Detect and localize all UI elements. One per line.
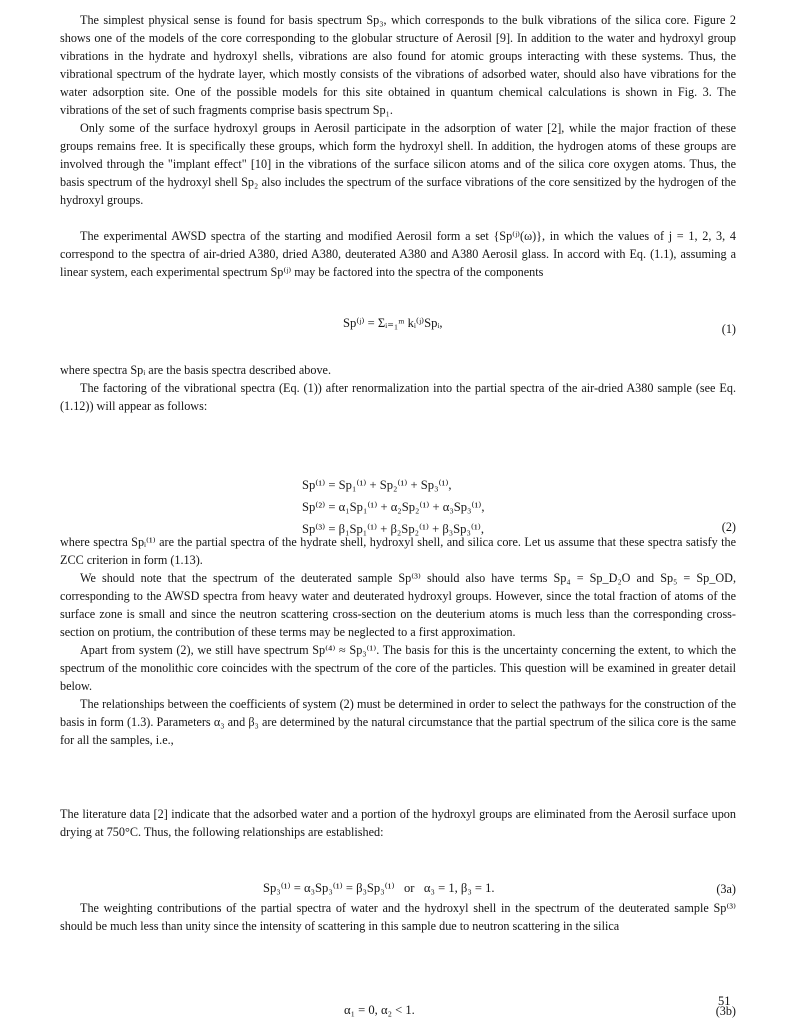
page-number: 51 — [718, 994, 731, 1008]
paragraph-deuterated-sample — [60, 569, 736, 641]
equation-2-line: Sp⁽³⁾ = β₁Sp₁⁽¹⁾ + β₂Sp₂⁽¹⁾ + β₃Sp₃⁽¹⁾, — [302, 522, 484, 536]
body-paragraph: The relationships between the coefficients of system (2) must be determined in order to select the pathways for the construction of the basis in form (1.3). Parameters α₃ and β₃ are determined by the natural circumstance that the partial spectrum of the silica core is the same for all the samples, i.e., — [60, 697, 736, 747]
equation-1 — [60, 300, 736, 340]
paragraph-coefficients — [60, 695, 736, 749]
body-paragraph: The simplest physical sense is found for basis spectrum Sp₃, which corresponds to the bulk vibrations of the silica core. Figure 2 shows one of the models of the core corresponding to the globular structure of Aerosil [9]. In addition to the water and hydroxyl group vibrations in the hydrate and hydroxyl shells, vibrations are also found for atomic groups interacting with these systems. Thus, the vibrational spectrum of the hydrate layer, which mostly consists of the vibrations of adsorbed water, should also have vibrations for the water adsorption site. One of the possible models for this site obtained in quantum chemical calculations is shown in Fig. 3. The vibrations of the set of such fragments comprise basis spectrum Sp₁. — [60, 13, 736, 117]
equation-3b-formula: α₁ = 0, α₂ < 1. — [344, 1003, 415, 1017]
equation-3b — [60, 997, 736, 1027]
equation-2-system — [60, 472, 736, 542]
equation-2-lines — [302, 474, 485, 540]
body-paragraph: The weighting contributions of the partial spectra of water and the hydroxyl shell in the spectrum of the deuterated sample Sp⁽³⁾ should be much less than unity since the intensity of scattering in this sample due to neutron scattering in the silica — [60, 901, 736, 933]
paragraph-factoring — [60, 379, 736, 415]
paragraph-literature-data — [60, 805, 736, 841]
body-paragraph: Apart from system (2), we still have spectrum Sp⁽⁴⁾ ≈ Sp₃⁽¹⁾. The basis for this is the uncertainty concerning the extent, to which the spectrum of the monolithic core coincides with the spectrum of the core of the particles. This question will be examined in greater detail below. — [60, 643, 736, 693]
equation-1-formula: Sp⁽ʲ⁾ = Σᵢ₌₁ᵐ kᵢ⁽ʲ⁾Spᵢ, — [343, 316, 443, 330]
equation-2-number: (2) — [721, 520, 736, 534]
body-paragraph: The factoring of the vibrational spectra (Eq. (1)) after renormalization into the partial spectra of the air-dried A380 sample (see Eq. (1.12)) will appear as follows: — [60, 381, 736, 413]
paragraph-weighting — [60, 899, 736, 935]
body-paragraph: where spectra Spᵢ⁽¹⁾ are the partial spectra of the hydrate shell, hydroxyl shell, and silica core. Let us assume that these spectra satisfy the ZCC criterion in form (1.13). — [60, 535, 736, 567]
paragraph-partial-spectra — [60, 533, 736, 569]
paragraph-awsd-spectra — [60, 227, 736, 281]
equation-2-line: Sp⁽¹⁾ = Sp₁⁽¹⁾ + Sp₂⁽¹⁾ + Sp₃⁽¹⁾, — [302, 478, 452, 492]
body-paragraph: The experimental AWSD spectra of the starting and modified Aerosil form a set {Sp⁽ʲ⁾(ω)}, in which the values of j = 1, 2, 3, 4 correspond to the spectra of air-dried A380, dried A380, deuterated A380 and A380 Aerosil glass. In accord with Eq. (1.1), assuming a linear system, each experimental spectrum Sp⁽ʲ⁾ may be factored into the spectra of the components — [60, 229, 736, 279]
equation-2-line: Sp⁽²⁾ = α₁Sp₁⁽¹⁾ + α₂Sp₂⁽¹⁾ + α₃Sp₃⁽¹⁾, — [302, 500, 485, 514]
body-paragraph: We should note that the spectrum of the deuterated sample Sp⁽³⁾ should also have terms Sp₄ = Sp_D₂O and Sp₅ = Sp_OD, corresponding to the AWSD spectra from heavy water and deuterated hydroxyl groups. However, since the total fraction of atoms of the surface zone is small and since the neutron scattering cross-section on the deuterium atoms is much less than the corresponding cross-section on protium, the contribution of these terms may be neglected to a first approximation. — [60, 571, 736, 639]
body-paragraph: The literature data [2] indicate that the adsorbed water and a portion of the hydroxyl groups are eliminated from the Aerosil surface upon drying at 750°C. Thus, the following relationships are established: — [60, 807, 736, 839]
body-paragraph: where spectra Spᵢ are the basis spectra described above. — [60, 363, 332, 377]
body-paragraph: Only some of the surface hydroxyl groups in Aerosil participate in the adsorption of water [2], while the major fraction of these groups remains free. It is specifically these groups, which form the hydroxyl shell. In addition, the hydrogen atoms of these groups are involved through the "implant effect" [10] in the vibrations of the surface silicon atoms and of the silica core oxygen atoms. Thus, the basis spectrum of the hydroxyl shell Sp₂ also includes the spectrum of the surface vibrations of the core sensitized by the hydrogen of the hydroxyl groups. — [60, 121, 736, 207]
equation-3a-formula: Sp₃⁽¹⁾ = α₃Sp₃⁽¹⁾ = β₃Sp₃⁽¹⁾ or α₃ = 1, β₃ = 1. — [263, 881, 495, 895]
paragraph-basis-spectra-note — [60, 361, 736, 379]
equation-1-number: (1) — [721, 322, 736, 336]
paragraph-system-2 — [60, 641, 736, 695]
paragraph-basis-spectrum-sp3 — [60, 11, 736, 119]
paragraph-hydroxyl-shell — [60, 119, 736, 209]
equation-3b-number: (3b) — [715, 1004, 736, 1018]
equation-3a-number: (3a) — [716, 882, 736, 896]
